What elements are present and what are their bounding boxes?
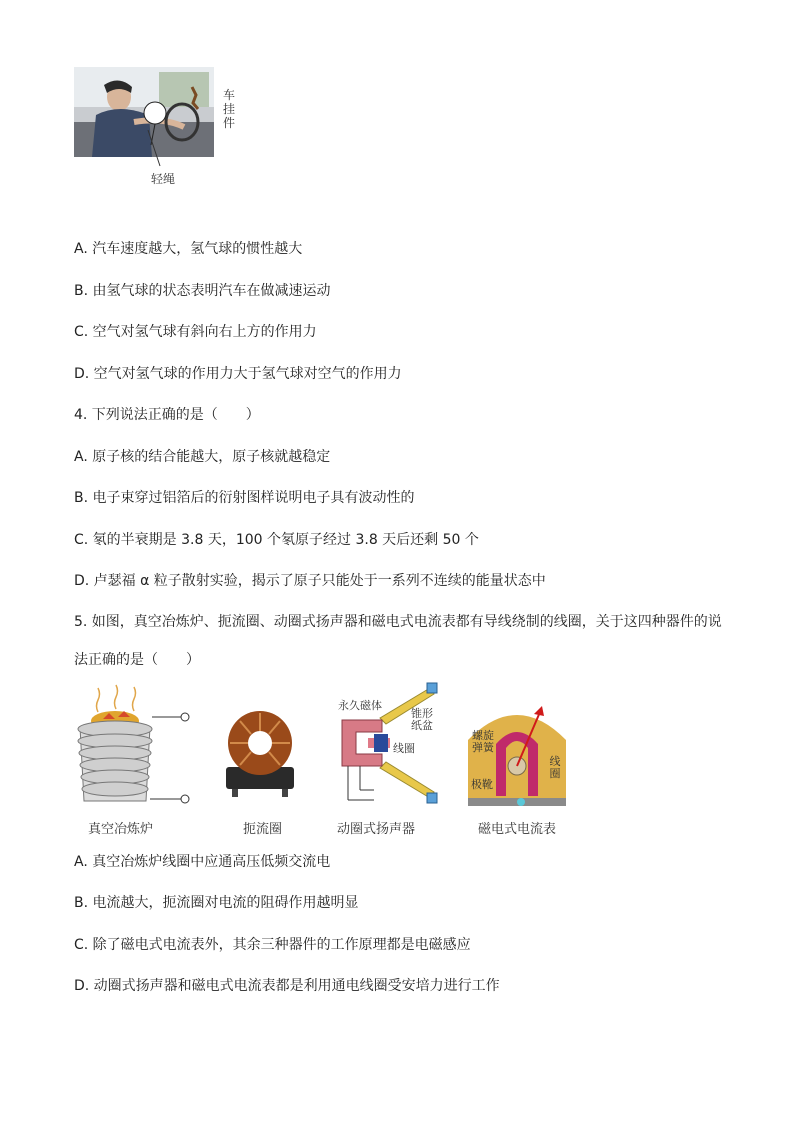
vacuum-furnace-figure xyxy=(68,683,196,808)
ammeter-caption: 磁电式电流表 xyxy=(478,822,557,837)
speaker-magnet-label: 永久磁体 xyxy=(338,699,382,712)
q3-option-b: B. 由氢气球的状态表明汽车在做减速运动 xyxy=(74,283,331,299)
q4-option-a: A. 原子核的结合能越大，原子核就越稳定 xyxy=(74,449,331,465)
q4-option-b: B. 电子束穿过铝箔后的衍射图样说明电子具有波动性的 xyxy=(74,490,415,506)
speaker-cone-label: 锥形纸盆 xyxy=(411,707,433,732)
q5-option-d: D. 动圈式扬声器和磁电式电流表都是利用通电线圈受安培力进行工作 xyxy=(74,978,500,994)
q4-option-c: C. 氡的半衰期是 3.8 天，100 个氡原子经过 3.8 天后还剩 50 个 xyxy=(74,532,479,548)
q5-option-c: C. 除了磁电式电流表外，其余三种器件的工作原理都是电磁感应 xyxy=(74,937,471,953)
choke-caption: 扼流圈 xyxy=(243,822,283,837)
q4-option-d: D. 卢瑟福 α 粒子散射实验，揭示了原子只能处于一系列不连续的能量状态中 xyxy=(74,573,546,589)
q5-stem-line2: 法正确的是（ ） xyxy=(74,652,200,668)
q4-stem: 4. 下列说法正确的是（ ） xyxy=(74,407,260,423)
q3-option-c: C. 空气对氢气球有斜向右上方的作用力 xyxy=(74,324,317,340)
speaker-coil-label: 线圈 xyxy=(393,742,415,755)
speaker-caption: 动圈式扬声器 xyxy=(337,822,416,837)
q5-option-b: B. 电流越大，扼流圈对电流的阻碍作用越明显 xyxy=(74,895,359,911)
furnace-caption: 真空冶炼炉 xyxy=(88,822,154,837)
q5-stem-line1: 5. 如图，真空冶炼炉、扼流圈、动圈式扬声器和磁电式电流表都有导线绕制的线圈，关于这四种器件的说 xyxy=(74,614,722,630)
choke-coil-figure xyxy=(220,705,300,800)
label-car-pendant: 车挂件 xyxy=(222,88,235,130)
q3-option-d: D. 空气对氢气球的作用力大于氢气球对空气的作用力 xyxy=(74,366,402,382)
q5-option-a: A. 真空冶炼炉线圈中应通高压低频交流电 xyxy=(74,854,331,870)
ammeter-spring-label: 螺旋弹簧 xyxy=(472,729,494,754)
label-rope: 轻绳 xyxy=(151,172,176,186)
q3-option-a: A. 汽车速度越大，氢气球的惯性越大 xyxy=(74,241,303,257)
ammeter-coil-label: 线圈 xyxy=(549,755,561,780)
rope-leader-line xyxy=(140,130,170,170)
ammeter-boot-label: 极靴 xyxy=(471,778,493,791)
